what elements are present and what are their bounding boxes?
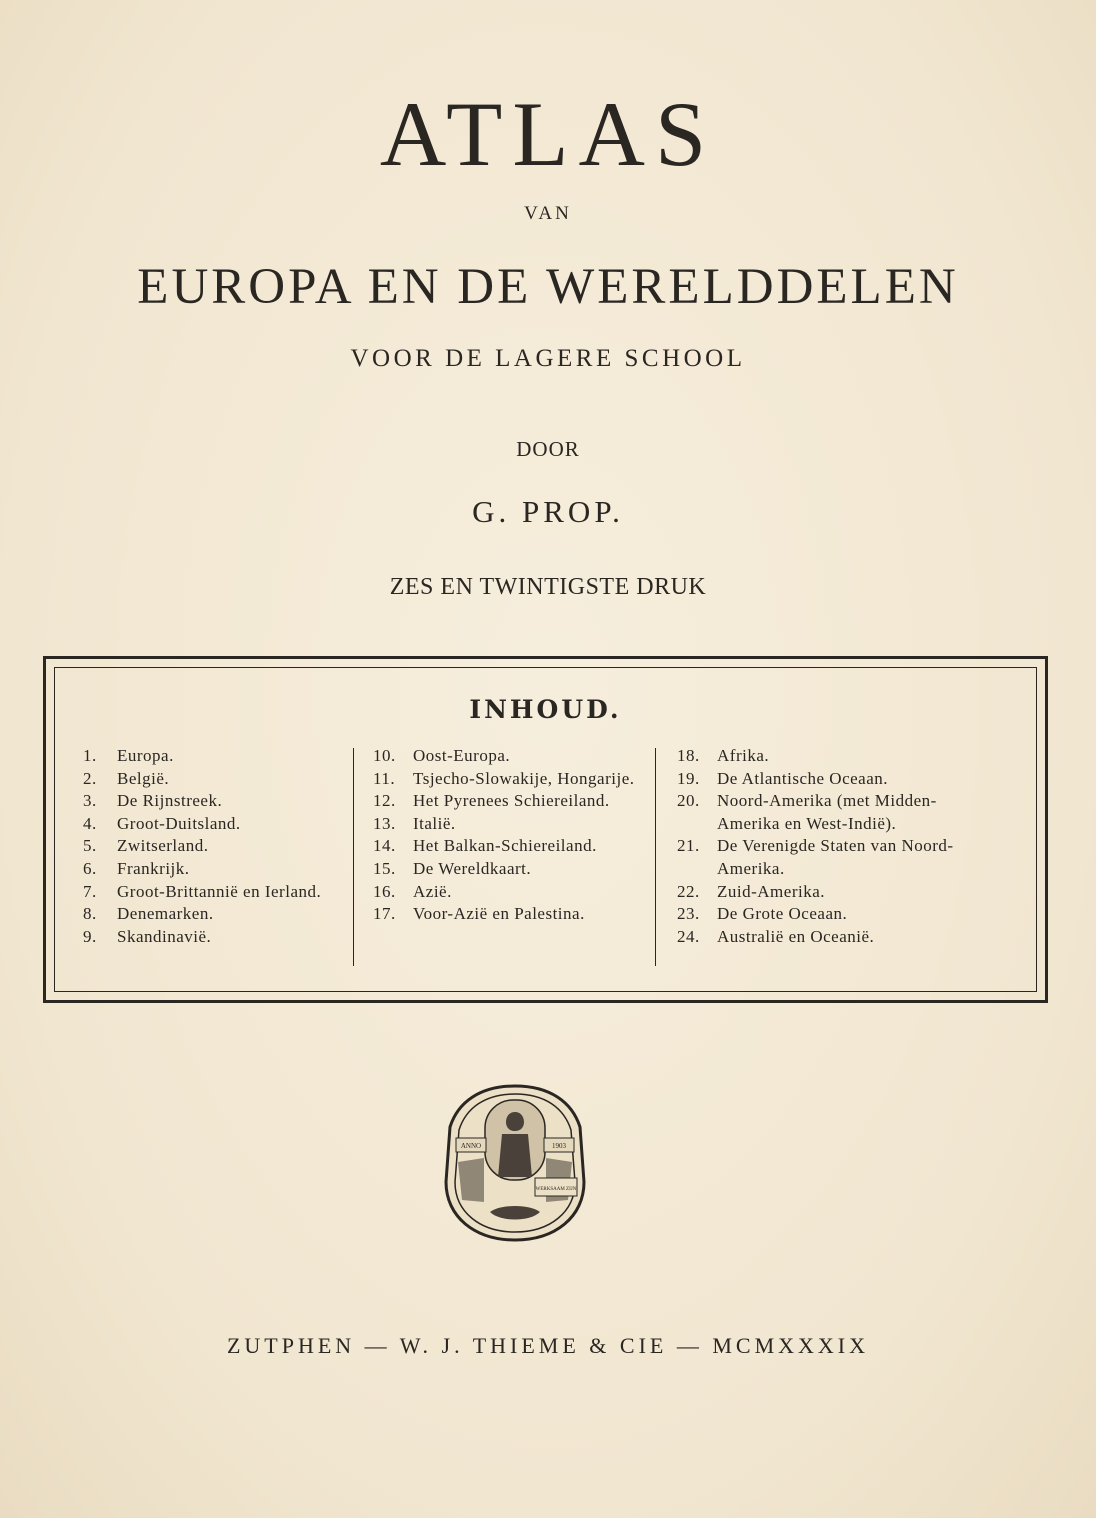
author-name: G. PROP. — [472, 494, 624, 529]
table-of-contents — [43, 656, 1048, 1003]
column-divider — [353, 748, 354, 966]
toc-item — [373, 858, 643, 881]
toc-item — [677, 790, 957, 835]
toc-number: 11. — [373, 768, 396, 788]
toc-label: De Atlantische Oceaan. — [717, 768, 889, 788]
toc-item — [677, 768, 957, 791]
toc-number: 2. — [83, 768, 97, 788]
toc-label: De Rijnstreek. — [117, 791, 223, 811]
toc-column-2 — [373, 745, 643, 926]
toc-number: 4. — [83, 813, 97, 833]
toc-item — [373, 790, 643, 813]
toc-item — [83, 745, 345, 768]
toc-label: Oost-Europa. — [413, 746, 511, 765]
emblem-landscape-left — [458, 1158, 484, 1202]
toc-label: Denemarken. — [117, 904, 214, 924]
toc-number: 12. — [373, 791, 396, 811]
toc-item — [373, 813, 643, 836]
toc-number: 7. — [83, 881, 97, 901]
toc-item — [83, 926, 345, 949]
toc-number: 19. — [677, 768, 700, 788]
toc-number: 9. — [83, 926, 97, 946]
toc-label: Azië. — [413, 881, 452, 901]
toc-item — [83, 881, 345, 904]
toc-number: 13. — [373, 813, 396, 833]
toc-label: Zwitserland. — [117, 836, 209, 856]
toc-inner-border — [54, 667, 1037, 992]
toc-number: 10. — [373, 746, 396, 765]
toc-number: 15. — [373, 858, 396, 878]
emblem-motto: WERKSAAM ZIJN — [535, 1187, 577, 1192]
toc-number: 5. — [83, 836, 97, 856]
toc-label: Voor-Azië en Palestina. — [413, 904, 585, 924]
toc-number: 6. — [83, 858, 97, 878]
toc-item — [373, 903, 643, 926]
by-line: DOOR — [516, 437, 580, 461]
toc-label: Italië. — [413, 813, 456, 833]
toc-label: Skandinavië. — [117, 926, 212, 946]
toc-number: 16. — [373, 881, 396, 901]
toc-item — [83, 858, 345, 881]
toc-number: 18. — [677, 746, 700, 765]
toc-item — [83, 768, 345, 791]
toc-item — [83, 813, 345, 836]
publisher-imprint: ZUTPHEN — W. J. THIEME & CIE — MCMXXXIX — [226, 1333, 870, 1358]
toc-number: 23. — [677, 904, 700, 924]
toc-number: 8. — [83, 904, 97, 924]
toc-item — [373, 768, 643, 791]
toc-label: Tsjecho-Slowakije, Hongarije. — [413, 768, 635, 788]
toc-number: 24. — [677, 926, 700, 946]
toc-item — [83, 835, 345, 858]
page-title: ATLAS — [379, 83, 717, 185]
toc-number: 1. — [83, 746, 97, 765]
toc-label: Groot-Duitsland. — [117, 813, 241, 833]
toc-number: 21. — [677, 836, 700, 856]
subtitle: EUROPA EN DE WERELDDELEN — [137, 259, 959, 315]
publisher-emblem — [440, 1082, 590, 1244]
toc-number: 17. — [373, 904, 396, 924]
toc-item — [83, 790, 345, 813]
emblem-anno: ANNO — [460, 1142, 482, 1150]
toc-label: Zuid-Amerika. — [717, 881, 825, 901]
toc-number: 20. — [677, 791, 700, 811]
title-connector: VAN — [524, 203, 572, 224]
toc-item — [677, 745, 957, 768]
toc-label: Het Pyrenees Schiereiland. — [413, 791, 610, 811]
toc-item — [83, 903, 345, 926]
toc-label: Noord-Amerika (met Midden-Amerika en West-Indië). — [717, 791, 937, 833]
toc-number: 14. — [373, 836, 396, 856]
toc-item — [677, 881, 957, 904]
toc-item — [677, 903, 957, 926]
toc-label: De Verenigde Staten van Noord-Amerika. — [717, 836, 954, 878]
toc-label: De Wereldkaart. — [413, 858, 532, 878]
toc-label: Groot-Brittannië en Ierland. — [117, 881, 322, 901]
toc-column-1 — [83, 745, 345, 948]
toc-item — [677, 835, 957, 880]
toc-number: 3. — [83, 791, 97, 811]
toc-column-3 — [677, 745, 957, 948]
toc-label: België. — [117, 768, 170, 788]
toc-item — [373, 881, 643, 904]
audience-line: VOOR DE LAGERE SCHOOL — [350, 345, 746, 372]
toc-item — [373, 835, 643, 858]
edition-line: ZES EN TWINTIGSTE DRUK — [389, 574, 707, 600]
toc-label: Europa. — [117, 746, 174, 765]
toc-label: Afrika. — [717, 746, 770, 765]
column-divider — [655, 748, 656, 966]
toc-label: Australië en Oceanië. — [717, 926, 875, 946]
toc-label: Het Balkan-Schiereiland. — [413, 836, 597, 856]
toc-heading: INHOUD. — [469, 695, 622, 724]
toc-item — [677, 926, 957, 949]
toc-item — [373, 745, 643, 768]
toc-label: De Grote Oceaan. — [717, 904, 848, 924]
emblem-year: 1903 — [552, 1142, 566, 1150]
toc-number: 22. — [677, 881, 700, 901]
toc-label: Frankrijk. — [117, 858, 190, 878]
